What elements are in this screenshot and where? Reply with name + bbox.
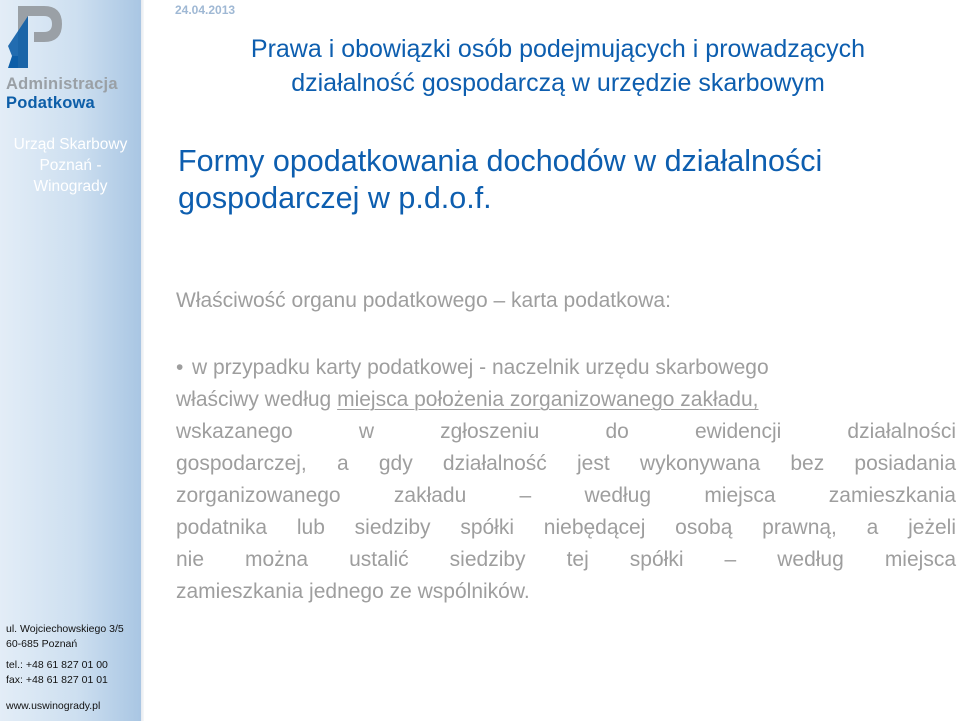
address-street: ul. Wojciechowskiego 3/5 xyxy=(6,623,124,635)
phone-number: tel.: +48 61 827 01 00 xyxy=(6,659,108,671)
section-heading: Właściwość organu podatkowego – karta podatkowa: xyxy=(176,289,671,312)
bullet-paragraph xyxy=(176,352,956,608)
logo-line-podatkowa: Podatkowa xyxy=(6,93,95,112)
sidebar xyxy=(0,0,141,721)
logo-line-administracja: Administracja xyxy=(6,75,118,93)
sidebar-divider xyxy=(141,0,144,721)
paragraph-line: zamieszkania jednego ze wspólników. xyxy=(176,580,530,603)
underlined-phrase: miejsca położenia zorganizowanego zakładu, xyxy=(337,388,759,411)
administracja-podatkowa-logo-icon xyxy=(4,2,64,72)
office-name xyxy=(0,134,141,197)
website-address: www.uswinogrady.pl xyxy=(6,700,101,712)
main-title xyxy=(178,32,938,100)
paragraph-line: zorganizowanego zakładu – według miejsca zamieszkania xyxy=(176,484,956,507)
paragraph-text: właściwy według xyxy=(176,388,332,411)
slide-subtitle xyxy=(178,143,938,217)
office-address xyxy=(6,622,124,652)
subtitle-line: gospodarczej w p.d.o.f. xyxy=(178,181,492,215)
fax-number: fax: +48 61 827 01 01 xyxy=(6,674,108,686)
main-title-line: działalność gospodarczą w urzędzie skarbowym xyxy=(291,69,825,97)
paragraph-line: wskazanego w zgłoszeniu do ewidencji działalności xyxy=(176,420,956,443)
subtitle-line: Formy opodatkowania dochodów w działalności xyxy=(178,144,823,178)
office-name-line: Winogrady xyxy=(33,178,108,195)
logo-text xyxy=(6,76,118,111)
paragraph-line: gospodarczej, a gdy działalność jest wykonywana bez posiadania xyxy=(176,452,956,475)
office-contact xyxy=(6,658,108,688)
paragraph-line: podatnika lub siedziby spółki niebędącej osobą prawną, a jeżeli xyxy=(176,516,956,539)
bullet-point-icon: • xyxy=(176,356,184,379)
slide-date: 24.04.2013 xyxy=(175,3,236,17)
paragraph-line: nie można ustalić siedziby tej spółki – według miejsca xyxy=(176,548,956,571)
office-name-line: Urząd Skarbowy xyxy=(13,136,128,153)
paragraph-line: w przypadku karty podatkowej - naczelnik urzędu skarbowego xyxy=(192,356,769,379)
office-name-line: Poznań - xyxy=(39,157,102,174)
main-title-line: Prawa i obowiązki osób podejmujących i prowadzących xyxy=(250,35,866,63)
address-city: 60-685 Poznań xyxy=(6,638,78,650)
paragraph-line xyxy=(176,384,956,416)
